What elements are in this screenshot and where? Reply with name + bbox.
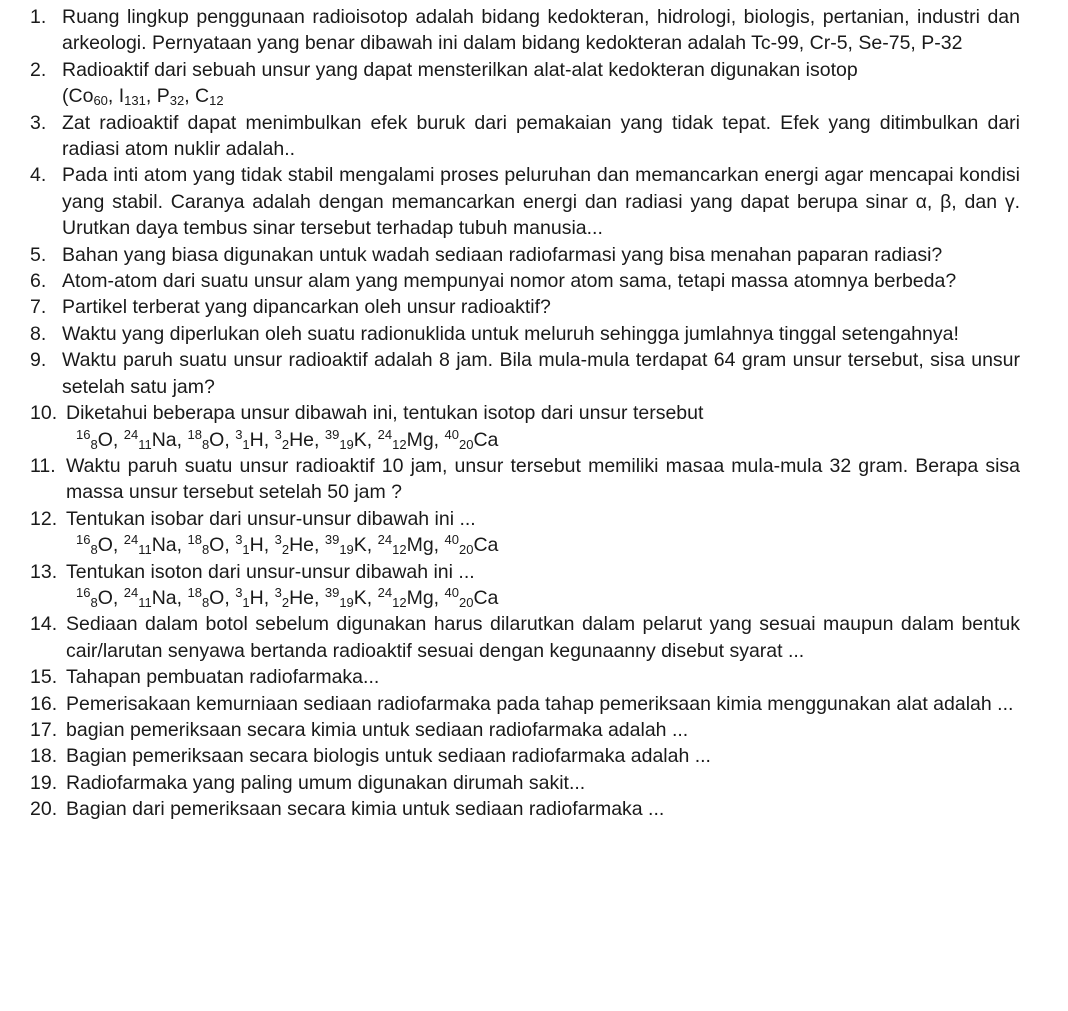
isotope: $^{39}_{19}$K [324,584,367,610]
question-number: 8. [30,322,47,345]
isotope: $^{24}_{12}$Mg [377,532,434,558]
question-16 [30,691,1020,717]
question-text: bagian pemeriksaan secara kimia untuk sediaan radiofarmaka adalah ... [66,718,689,741]
isotope: $^{18}_8$O [187,532,225,558]
question-number: 20. [30,798,58,821]
question-8 [30,321,1020,347]
question-number: 15. [30,666,58,689]
question-11 [30,453,1020,506]
question-number: 4. [30,164,47,187]
question-18 [30,743,1020,769]
question-number: 19. [30,771,58,794]
question-number: 13. [30,560,58,583]
isotope: $^{18}_8$O [187,426,225,452]
question-number: 1. [30,6,47,28]
question-12 [30,506,1020,559]
question-number: 17. [30,718,58,741]
question-number: 10. [30,402,58,425]
isotope: $^{39}_{19}$K [324,426,367,452]
question-number: 16. [30,692,58,715]
question-number: 6. [30,270,47,293]
isotope: $^3_1$H [235,532,264,558]
question-text: Tentukan isobar dari unsur-unsur dibawah ini ... [66,507,476,530]
question-number: 18. [30,745,58,768]
question-text: Radiofarmaka yang paling umum digunakan dirumah sakit... [66,771,586,794]
isotope: $^3_1$H [235,584,264,610]
isotope: $^{40}_{20}$Ca [444,532,499,558]
isotope-list: $^{16}_8$O, $^{24}_{11}$Na, $^{18}_8$O, $^3_1$H, $^3_2$He, $^{39}_{19}$K, $^{24}_{12}$Mg, $^{40}_{20}$Ca [76,426,499,452]
question-number: 2. [30,58,47,81]
isotope: $^{39}_{19}$K [324,532,367,558]
question-9 [30,347,1020,400]
question-text: Tentukan isoton dari unsur-unsur dibawah ini ... [66,560,475,583]
question-number: 5. [30,243,47,266]
question-text: Bahan yang biasa digunakan untuk wadah sediaan radiofarmasi yang bisa menahan paparan radiasi? [62,243,943,266]
isotope-option: I131 [118,85,146,109]
question-13 [30,559,1020,612]
question-text: Atom-atom dari suatu unsur alam yang mempunyai nomor atom sama, tetapi massa atomnya berbeda? [62,270,957,293]
question-list [30,4,1020,823]
isotope: $^{24}_{12}$Mg [377,426,434,452]
question-number: 9. [30,349,47,372]
isotope: $^3_2$He [274,584,314,610]
question-3 [30,110,1020,163]
question-text: Diketahui beberapa unsur dibawah ini, tentukan isotop dari unsur tersebut [66,402,704,425]
question-text: Radioaktif dari sebuah unsur yang dapat mensterilkan alat-alat kedokteran digunakan isotop [62,58,858,81]
isotope: $^{16}_8$O [76,532,113,558]
isotope-option: C12 [195,85,224,109]
question-6 [30,268,1020,294]
question-number: 14. [30,613,58,636]
isotope: $^{24}_{11}$Na [123,532,177,558]
question-4 [30,162,1020,241]
isotope: $^3_1$H [235,426,264,452]
isotope: $^3_2$He [274,426,314,452]
question-text: Partikel terberat yang dipancarkan oleh unsur radioaktif? [62,296,551,319]
isotope: $^{40}_{20}$Ca [444,584,499,610]
question-text: Pada inti atom yang tidak stabil mengalami proses peluruhan dan memancarkan energi agar mencapai kondisi yang stabil. Caranya adalah dengan memancarkan energi dan radiasi yang dapat berupa sinar α, β, dan γ. Urutkan daya tembus sinar tersebut terhadap tubuh manusia... [62,164,1020,240]
question-7 [30,294,1020,320]
isotope: $^{16}_8$O [76,584,113,610]
question-text: Waktu paruh suatu unsur radioaktif 10 jam, unsur tersebut memiliki masaa mula-mula 32 gram. Berapa sisa massa unsur tersebut setelah 50 jam ? [66,454,1020,504]
question-17 [30,717,1020,743]
question-10 [30,400,1020,453]
isotope: $^{18}_8$O [187,584,225,610]
question-19 [30,770,1020,796]
isotope-option: P32 [156,85,185,109]
isotope-list: $^{16}_8$O, $^{24}_{11}$Na, $^{18}_8$O, $^3_1$H, $^3_2$He, $^{39}_{19}$K, $^{24}_{12}$Mg, $^{40}_{20}$Ca [76,584,499,610]
question-number: 7. [30,296,47,319]
question-1 [30,4,1020,57]
question-20 [30,796,1020,822]
question-text: Waktu paruh suatu unsur radioaktif adalah 8 jam. Bila mula-mula terdapat 64 gram unsur tersebut, sisa unsur setelah satu jam? [62,349,1020,398]
isotope: $^{24}_{12}$Mg [377,584,434,610]
question-text: Pemerisakaan kemurniaan sediaan radiofarmaka pada tahap pemeriksaan kimia menggunakan alat adalah ... [66,692,1014,715]
question-5 [30,242,1020,268]
question-text: Ruang lingkup penggunaan radioisotop adalah bidang kedokteran, hidrologi, biologis, pertanian, industri dan arkeologi. Pernyataan yang benar dibawah ini dalam bidang kedokteran adalah Tc-99, Cr-5, Se-75, P-32 [62,6,1020,55]
isotope: $^{40}_{20}$Ca [444,426,499,452]
isotope-option: Co60 [68,85,108,109]
question-15 [30,664,1020,690]
question-text: Sediaan dalam botol sebelum digunakan harus dilarutkan dalam pelarut yang sesuai maupun dalam bentuk cair/larutan senyawa bertanda radioaktif sesuai dengan kegunaanny disebut syarat ... [66,613,1020,662]
question-text: Zat radioaktif dapat menimbulkan efek buruk dari pemakaian yang tidak tepat. Efek yang ditimbulkan dari radiasi atom nuklir adalah.. [62,111,1020,161]
question-text: Tahapan pembuatan radiofarmaka... [66,666,380,689]
isotope: $^{24}_{11}$Na [123,426,177,452]
question-number: 12. [30,507,58,530]
question-14 [30,611,1020,664]
question-2 [30,57,1020,110]
isotope-options: (Co60, I131, P32, C12 [62,85,224,109]
question-text: Waktu yang diperlukan oleh suatu radionuklida untuk meluruh sehingga jumlahnya tinggal setengahnya! [62,322,959,345]
isotope-list: $^{16}_8$O, $^{24}_{11}$Na, $^{18}_8$O, $^3_1$H, $^3_2$He, $^{39}_{19}$K, $^{24}_{12}$Mg, $^{40}_{20}$Ca [76,532,499,558]
question-text: Bagian dari pemeriksaan secara kimia untuk sediaan radiofarmaka ... [66,798,665,821]
isotope: $^3_2$He [274,532,314,558]
question-text: Bagian pemeriksaan secara biologis untuk sediaan radiofarmaka adalah ... [66,745,711,768]
isotope: $^{24}_{11}$Na [123,584,177,610]
question-number: 3. [30,111,47,134]
isotope: $^{16}_8$O [76,426,113,452]
question-number: 11. [30,454,56,477]
